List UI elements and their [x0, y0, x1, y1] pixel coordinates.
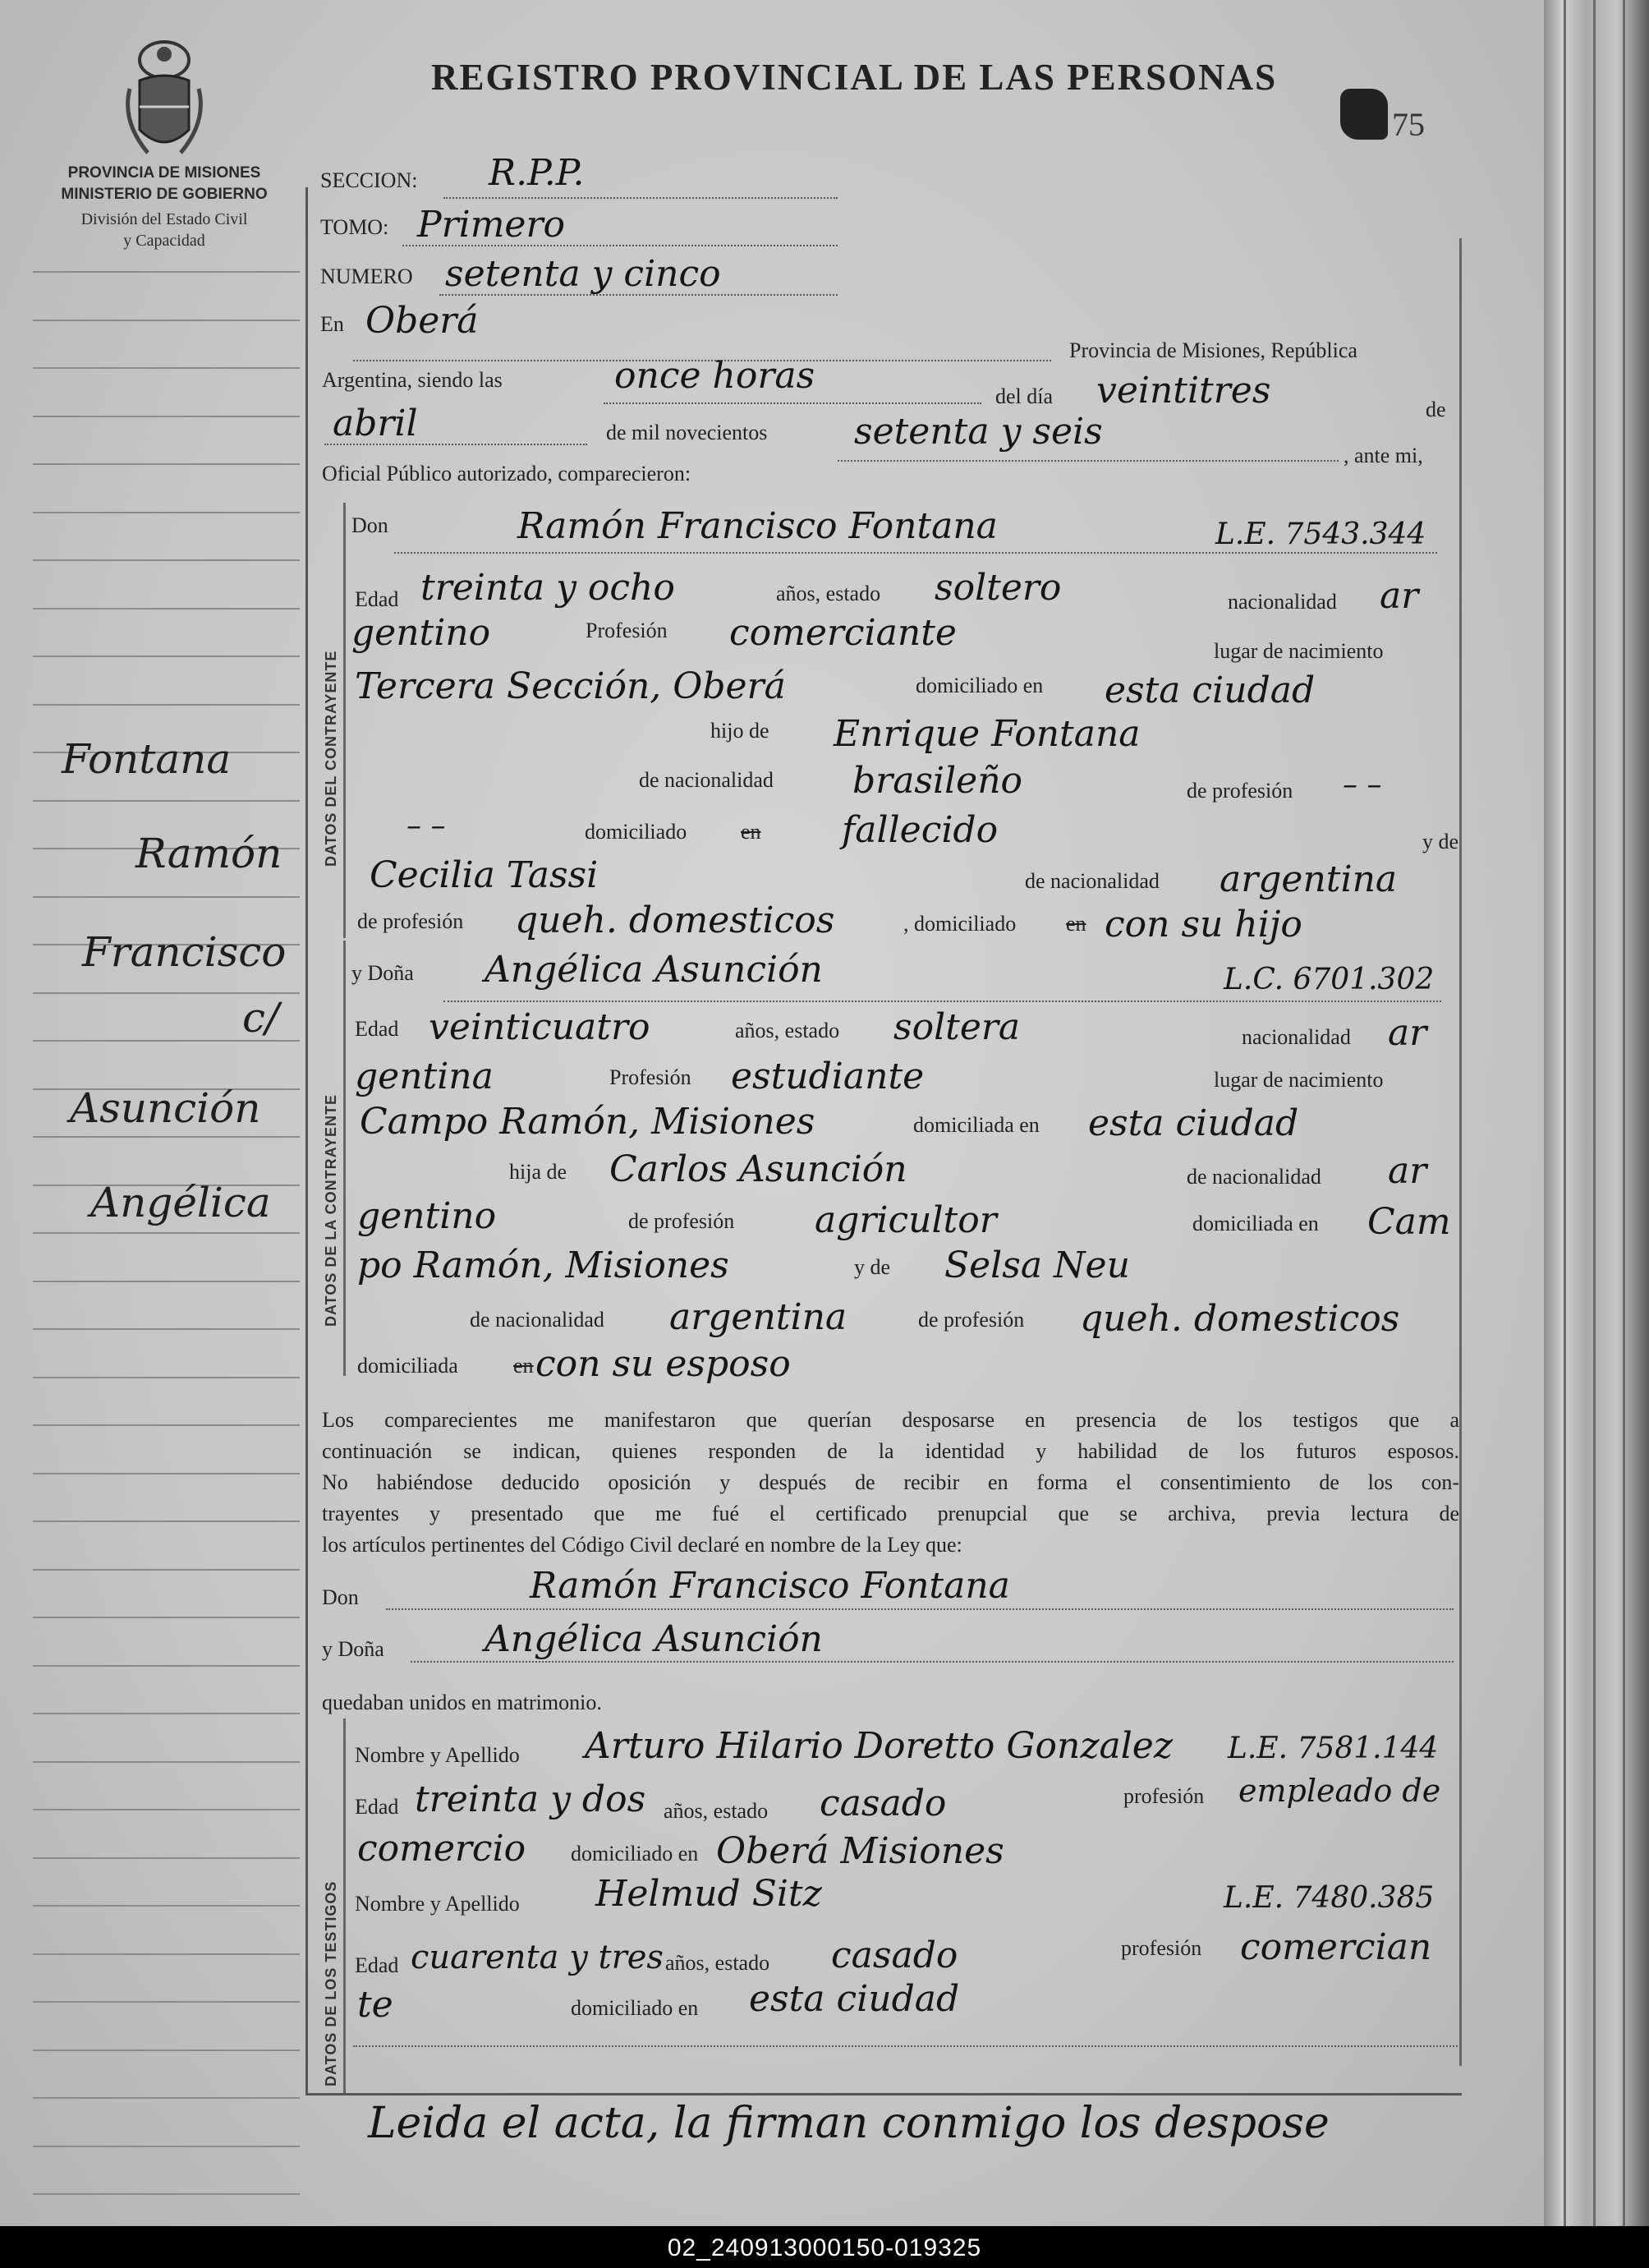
margin-note-with: c/ — [242, 994, 279, 1042]
bride-estado: soltera — [893, 1006, 1021, 1048]
groom-mother-nac: argentina — [1220, 858, 1398, 900]
t1-prof-cont: comercio — [357, 1828, 526, 1870]
declaration-text — [322, 1405, 1459, 1561]
dona-label: y Doña — [351, 961, 414, 985]
groom-mother-dom-label: , domiciliado — [903, 912, 1017, 936]
bride-name-rule — [443, 1001, 1441, 1002]
declaration-line: No habiéndose deducido oposición y después de recibir en forma el consentimiento de los con- — [322, 1470, 1459, 1494]
decl-don-label: Don — [322, 1585, 359, 1609]
t2-nombre: Helmud Sitz — [595, 1873, 822, 1915]
groom-edad: treinta y ocho — [420, 567, 675, 609]
groom-father-dom-label: domiciliado — [585, 820, 687, 844]
groom-mother-prof-label: de profesión — [357, 909, 464, 933]
t1-edad-label: Edad — [355, 1795, 399, 1819]
groom-nac: ar — [1380, 575, 1419, 617]
seccion-rule — [443, 197, 838, 199]
margin-rule-line — [33, 1761, 300, 1763]
hijo-label: hijo de — [710, 719, 769, 743]
bride-document: L.C. 6701.302 — [1224, 963, 1435, 996]
contrayenta-bracket — [343, 941, 346, 1376]
bride-father-dom-cont: po Ramón, Misiones — [357, 1244, 729, 1286]
margin-note-bride-surname: Asunción — [70, 1084, 261, 1132]
t1-nombre: Arturo Hilario Doretto Gonzalez — [585, 1725, 1174, 1767]
bride-mother-dom-label: domiciliada — [357, 1354, 458, 1378]
groom-nac-cont: gentino — [351, 612, 491, 654]
bride-mother: Selsa Neu — [944, 1244, 1130, 1286]
bride-nac-cont: gentina — [355, 1056, 494, 1097]
bride-prof: estudiante — [731, 1056, 925, 1097]
bride-father-prof: agricultor — [815, 1199, 997, 1241]
margin-note-surname: Fontana — [62, 735, 232, 783]
ink-stamp — [1340, 89, 1388, 140]
bride-anios-label: años, estado — [735, 1019, 840, 1042]
margin-rule-line — [33, 1520, 300, 1522]
oficial-text: Oficial Público autorizado, comparecieron: — [322, 462, 691, 485]
t2-estado: casado — [831, 1934, 958, 1976]
margin-rule-line — [33, 1424, 300, 1426]
margin-rule-line — [33, 320, 300, 321]
t1-dom: Oberá Misiones — [716, 1830, 1004, 1872]
book-binding — [1544, 0, 1649, 2226]
ante-mi-label: , ante mi, — [1344, 444, 1423, 467]
margin-rule-line — [33, 1232, 300, 1234]
mes-value: abril — [333, 403, 418, 444]
margin-rule-line — [33, 559, 300, 561]
groom-anios-label: años, estado — [776, 582, 881, 605]
footer-code: 02_240913000150-019325 — [667, 2234, 982, 2261]
de-label: de — [1426, 398, 1446, 421]
bride-nac: ar — [1388, 1012, 1427, 1054]
groom-prof: comerciante — [729, 612, 957, 654]
dia-value: veintitres — [1096, 370, 1271, 412]
bride-father-nac: ar — [1388, 1150, 1427, 1192]
bride-father-nac-cont: gentino — [357, 1195, 497, 1237]
en-label: En — [320, 312, 344, 336]
groom-name: Ramón Francisco Fontana — [517, 505, 998, 547]
groom-edad-label: Edad — [355, 587, 399, 611]
bride-father-nac-label: de nacionalidad — [1187, 1165, 1321, 1189]
groom-estado: soltero — [935, 567, 1062, 609]
tomo-value: Primero — [417, 204, 565, 246]
don-label: Don — [351, 513, 388, 537]
groom-domic: esta ciudad — [1105, 669, 1316, 711]
org-capacity: y Capacidad — [123, 232, 205, 250]
margin-rule-line — [33, 608, 300, 610]
groom-name-rule — [394, 552, 1437, 554]
t2-edad-label: Edad — [355, 1953, 399, 1977]
decl-dona-rule — [411, 1661, 1454, 1663]
t2-nombre-label: Nombre y Apellido — [355, 1892, 520, 1916]
margin-rule-line — [33, 1953, 300, 1955]
bride-father: Carlos Asunción — [609, 1148, 907, 1190]
t2-dom-label: domiciliado en — [571, 1996, 699, 2020]
groom-mother-prof: queh. domesticos — [515, 899, 835, 941]
margin-rule-line — [33, 416, 300, 417]
groom-mother-nac-label: de nacionalidad — [1025, 869, 1160, 893]
groom-prof-label: Profesión — [586, 619, 668, 642]
t1-edad: treinta y dos — [415, 1778, 646, 1820]
bride-mother-dom: con su esposo — [535, 1343, 791, 1385]
margin-note-name2: Francisco — [82, 928, 287, 976]
margin-rule-line — [33, 1569, 300, 1571]
t2-anios-label: años, estado — [665, 1951, 770, 1975]
de-mil-label: de mil novecientos — [606, 421, 768, 444]
declaration-line: Los comparecientes me manifestaron que querían desposarse en presencia de los testigos que a — [322, 1408, 1459, 1432]
groom-mother-dom: con su hijo — [1105, 904, 1302, 945]
bride-father-dom-label: domiciliada en — [1192, 1212, 1319, 1235]
decl-dona-label: y Doña — [322, 1637, 384, 1661]
t2-document: L.E. 7480.385 — [1224, 1881, 1435, 1915]
margin-rule-line — [33, 2001, 300, 2003]
testigos-bracket — [343, 1718, 346, 2093]
provincia-text: Provincia de Misiones, República — [1069, 338, 1357, 362]
groom-father-prof-label: de profesión — [1187, 779, 1293, 803]
numero-rule — [439, 294, 838, 296]
margin-rule-line — [33, 1617, 300, 1618]
hora-value: once horas — [614, 355, 815, 397]
bride-mother-prof-label: de profesión — [918, 1308, 1025, 1332]
margin-divider — [305, 187, 308, 2093]
margin-rule-line — [33, 2097, 300, 2099]
bride-domic: esta ciudad — [1088, 1102, 1299, 1144]
bride-mother-prof: queh. domesticos — [1080, 1298, 1400, 1340]
groom-father-dash: – – — [407, 809, 446, 843]
margin-rule-line — [33, 367, 300, 369]
t1-estado: casado — [820, 1783, 947, 1824]
t1-nombre-label: Nombre y Apellido — [355, 1743, 520, 1767]
bride-mother-nac-label: de nacionalidad — [470, 1308, 604, 1332]
groom-father-dom-en: en — [741, 820, 761, 844]
groom-father-prof: – – — [1343, 768, 1382, 802]
margin-rule-line — [33, 1281, 300, 1282]
groom-nac-label: nacionalidad — [1228, 590, 1337, 614]
margin-rule-line — [33, 512, 300, 513]
tomo-label: TOMO: — [320, 215, 389, 239]
margin-rule-line — [33, 704, 300, 706]
footer-bar — [0, 2226, 1649, 2268]
t2-prof-cont: te — [357, 1984, 393, 2026]
bottom-border — [305, 2093, 1462, 2095]
anio-value: setenta y seis — [854, 411, 1103, 453]
groom-lugar: Tercera Sección, Oberá — [355, 665, 786, 707]
t1-dom-label: domiciliado en — [571, 1842, 699, 1865]
margin-rule-line — [33, 1857, 300, 1859]
declaration-line: los artículos pertinentes del Código Civil declaré en nombre de la Ley que: — [322, 1533, 962, 1557]
numero-label: NUMERO — [320, 265, 413, 288]
coat-of-arms-icon — [115, 31, 214, 163]
hija-label: hija de — [509, 1160, 567, 1184]
bride-lugar: Campo Ramón, Misiones — [360, 1101, 815, 1143]
groom-father-nac: brasileño — [852, 760, 1023, 802]
contrayente-side-label: DATOS DEL CONTRAYENTE — [323, 650, 339, 867]
bride-edad-label: Edad — [355, 1017, 399, 1041]
margin-rule-line — [33, 1665, 300, 1667]
margin-rule-line — [33, 463, 300, 465]
unidos-text: quedaban unidos en matrimonio. — [322, 1691, 602, 1714]
groom-lugar-label: lugar de nacimiento — [1214, 639, 1384, 663]
groom-mother-dom-en: en — [1066, 912, 1086, 936]
bride-mother-nac: argentina — [669, 1296, 847, 1338]
margin-rule-line — [33, 1713, 300, 1714]
margin-rule-line — [33, 1136, 300, 1138]
bride-father-dom: Cam — [1367, 1201, 1451, 1243]
testigos-rule — [353, 2045, 1458, 2047]
testigos-side-label: DATOS DE LOS TESTIGOS — [323, 1880, 339, 2086]
margin-column — [0, 0, 308, 2226]
closing-text: Leida el acta, la firman conmigo los despose — [368, 2099, 1330, 2148]
tomo-rule — [402, 245, 838, 246]
page-title: REGISTRO PROVINCIAL DE LAS PERSONAS — [431, 57, 1278, 98]
t2-prof: comercian — [1240, 1926, 1432, 1968]
margin-rule-line — [33, 1377, 300, 1378]
margin-rule-line — [33, 1809, 300, 1810]
bride-yde-label: y de — [854, 1255, 891, 1279]
margin-note-bride-name: Angélica — [90, 1179, 271, 1226]
groom-domic-label: domiciliado en — [916, 674, 1044, 697]
decl-don: Ramón Francisco Fontana — [530, 1565, 1010, 1607]
bride-edad: veinticuatro — [429, 1006, 650, 1048]
groom-father-nac-label: de nacionalidad — [639, 768, 774, 792]
right-border — [1459, 238, 1462, 2066]
groom-yde-label: y de — [1422, 830, 1459, 853]
t1-prof-label: profesión — [1123, 1784, 1205, 1808]
t2-dom: esta ciudad — [749, 1978, 960, 2020]
numero-value: setenta y cinco — [445, 253, 721, 295]
bride-nac-label: nacionalidad — [1242, 1025, 1351, 1049]
t1-anios-label: años, estado — [664, 1799, 769, 1823]
decl-dona: Angélica Asunción — [485, 1618, 823, 1660]
bride-name: Angélica Asunción — [485, 949, 823, 991]
argentina-siendo-label: Argentina, siendo las — [322, 368, 503, 392]
groom-mother: Cecilia Tassi — [370, 854, 599, 896]
org-province: PROVINCIA DE MISIONES — [67, 164, 261, 182]
margin-rule-line — [33, 2193, 300, 2195]
margin-rule-line — [33, 271, 300, 273]
bride-father-prof-label: de profesión — [628, 1209, 735, 1233]
bride-domic-label: domiciliada en — [913, 1113, 1040, 1137]
groom-document: L.E. 7543.344 — [1215, 518, 1426, 551]
margin-rule-line — [33, 656, 300, 657]
anio-rule — [838, 460, 1339, 462]
margin-rule-line — [33, 896, 300, 898]
t1-document: L.E. 7581.144 — [1228, 1732, 1439, 1765]
declaration-line: trayentes y presentado que me fué el certificado prenupcial que se archiva, previa lectura de — [322, 1502, 1459, 1525]
t2-edad: cuarenta y tres — [411, 1939, 664, 1976]
groom-father: Enrique Fontana — [834, 713, 1141, 755]
org-ministry: MINISTERIO DE GOBIERNO — [61, 186, 268, 203]
bride-mother-dom-en: en — [513, 1354, 534, 1378]
contrayente-bracket — [343, 503, 346, 938]
seccion-label: SECCION: — [320, 168, 418, 192]
declaration-line: continuación se indican, quienes responden de la identidad y habilidad de los futuros esposos. — [322, 1439, 1459, 1463]
decl-don-rule — [386, 1608, 1454, 1610]
contrayenta-side-label: DATOS DE LA CONTRAYENTE — [323, 1093, 339, 1327]
t1-prof: empleado de — [1238, 1773, 1441, 1809]
bride-prof-label: Profesión — [609, 1065, 691, 1089]
bride-lugar-label: lugar de nacimiento — [1214, 1068, 1384, 1092]
margin-rule-line — [33, 2146, 300, 2147]
margin-rule-line — [33, 1328, 300, 1330]
margin-note-name1: Ramón — [136, 830, 282, 877]
del-dia-label: del día — [995, 384, 1054, 408]
en-value: Oberá — [365, 300, 479, 342]
t2-prof-label: profesión — [1121, 1936, 1202, 1960]
margin-rule-line — [33, 1905, 300, 1907]
hora-rule — [604, 403, 981, 404]
seccion-value: R.P.P. — [489, 152, 585, 194]
mes-rule — [324, 444, 587, 445]
margin-rule-line — [33, 2049, 300, 2051]
margin-rule-line — [33, 1473, 300, 1474]
org-division: División del Estado Civil — [80, 210, 248, 228]
groom-father-dom: fallecido — [842, 809, 999, 851]
page-number: 75 — [1392, 106, 1425, 143]
margin-rule-line — [33, 800, 300, 802]
